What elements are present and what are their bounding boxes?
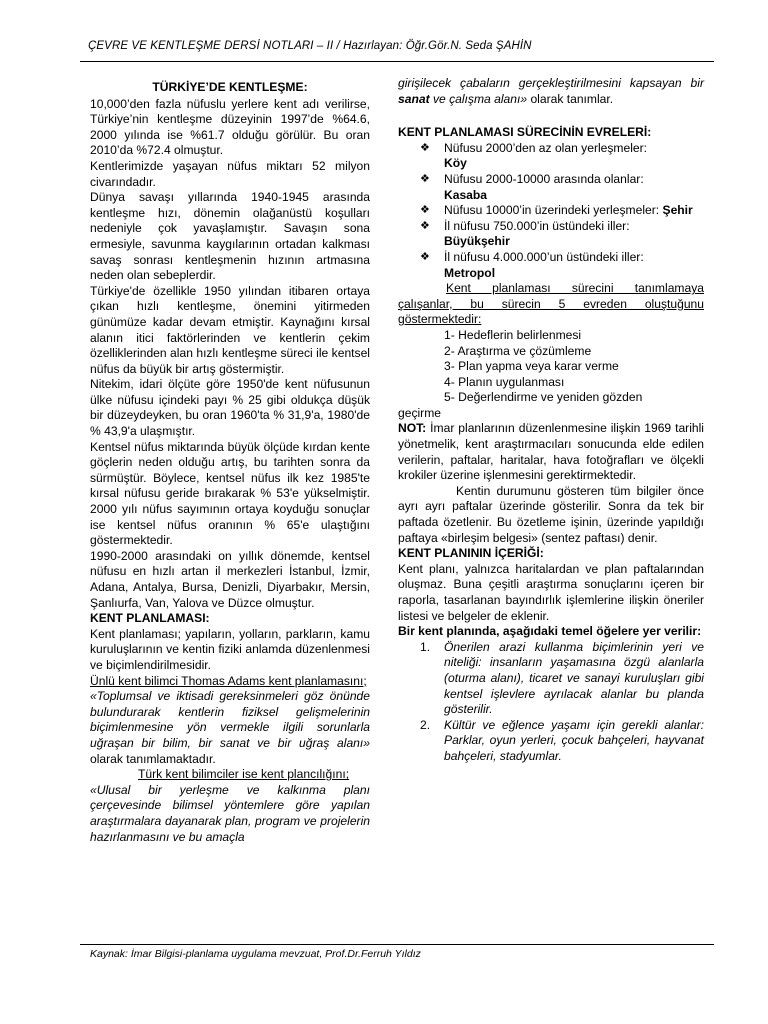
section-heading-evreler: KENT PLANLAMASI SÜRECİNİN EVRELERİ: <box>398 125 652 140</box>
turk-quote-text: ve <box>429 91 450 106</box>
elements-ordered-list <box>420 640 704 765</box>
turk-quote-part1: «Ulusal bir yerleşme ve kalkınma planı çerçevesinde bilimsel yöntemlere göre yapılan araştırmalara dayanarak plan, program ve projelerin hazırlanmasını ve bu amaçla <box>90 782 370 844</box>
list-item: 5- Değerlendirme ve yeniden gözden <box>444 390 643 405</box>
list-item: 3- Plan yapma veya karar verme <box>444 359 619 374</box>
bullet-text: İl nüfusu 4.000.000’un üstündeki iller: <box>444 249 644 264</box>
note-label: NOT: <box>398 421 427 436</box>
adams-quote-paragraph <box>90 689 370 767</box>
settlement-bullet-list <box>398 141 704 281</box>
paragraph: Türkiye'de özellikle 1950 yılından itibaren ortaya çıkan hızlı kentleşme, önemini yitirmeden günümüze kadar devam etmiştir. Kaynağını kırsal alanın itici faktörlerinden ve kentlerin çekim özelliklerinden alan hızlı kentleşme süreci ile kentsel nüfus da büyük bir artış göstermiştir. <box>90 283 370 376</box>
paragraph: Kent planlaması; yapıların, yolların, parkların, kamu kuruluşlarının ve kentin fiziki anlamda düzenlenmesi ve biçimlendirilmesidir. <box>90 626 370 672</box>
turk-quote-text: girişilecek çabaların gerçekleştirilmesini kapsayan bir <box>398 76 704 90</box>
adams-tail: olarak tanımlamaktadır. <box>90 751 216 766</box>
stages-list <box>444 328 704 406</box>
diamond-bullet-icon: ❖ <box>420 250 430 263</box>
paragraph: Nitekim, idari ölçüte göre 1950'de kent nüfusunun ülke nüfusu içindeki payı % 25 gibi oldukça düşük bir düzeydeyken, bu oran 1960'ta % 31,9'a, 1980'de % 43,9'a ulaşmıştır. <box>90 377 370 439</box>
list-item: 2- Araştırma ve çözümleme <box>444 343 592 358</box>
bullet-text: Nüfusu 2000-10000 arasında olanlar: <box>444 171 644 186</box>
turk-quote-tail: olarak tanımlar. <box>527 91 614 106</box>
bullet-term: Köy <box>444 156 467 171</box>
bullet-term: Metropol <box>444 265 496 280</box>
section-title-kentlesme: TÜRKİYE’DE KENTLEŞME: <box>152 80 308 94</box>
stage5-continuation: geçirme <box>398 405 442 420</box>
turk-quote-bold: sanat <box>398 91 430 106</box>
stages-intro: Kent planlaması sürecini tanımlamaya çalışanlar, bu sürecin 5 evreden oluştuğunu göstermektedir: <box>398 281 704 327</box>
list-item: 4- Planın uygulanması <box>444 374 565 389</box>
list-item <box>420 141 704 172</box>
left-column <box>90 80 370 845</box>
adams-quote: «Toplumsal ve iktisadi gereksinmeleri göz önünde bulundurarak kentlerin fiziksel gelişmelerinin biçimlenmesine yön vermekle ilgili sorunlarla uğraşan bir bilim, bir sanat ve bir uğraş alanı» <box>90 689 370 750</box>
footer-rule <box>80 944 714 945</box>
bullet-term: Büyükşehir <box>444 234 510 249</box>
bullet-text: Nüfusu 10000’in üzerindeki yerleşmeler: <box>444 203 660 218</box>
list-text: Önerilen arazi kullanma biçimlerinin yeri ve niteliği: insanların yaşamasına özgü alanlarla (oturma alanı), ticaret ve sanayi kuruluşları gibi kentsel işlevlere ayrılacak alanlar bu planda gösterilir. <box>444 639 704 717</box>
paragraph: Dünya savaşı yıllarında 1940-1945 arasında kentleşme hızı, dönemin olağanüstü koşulları nedeniyle çok yavaşlamıştır. Savaşın sona ermesiyle, savunma kaygılarının ortadan kalkması savaş sonrası kentleşmenin hızının artmasına neden olan sebeplerdir. <box>90 190 370 283</box>
list-item: 1- Hedeflerin belirlenmesi <box>444 327 582 342</box>
list-number: 2. <box>420 717 431 732</box>
page-footer: Kaynak: İmar Bilgisi-planlama uygulama mevzuat, Prof.Dr.Ferruh Yıldız <box>90 948 421 960</box>
paragraph: Kentlerimizde yaşayan nüfus miktarı 52 milyon civarındadır. <box>90 158 370 189</box>
paragraph: Kentsel nüfus miktarında büyük ölçüde kırdan kente göçlerin neden olduğu artış, bu tarihten sonra da sürmüştür. Böylece, kentsel nüfus ilk kez 1985'te kırsal nüfusu geride bırakarak % 53'e yükselmiştir. 2000 yılı nüfus sayımının ortaya koyduğu sonuçlar ise kentsel nüfus oranının % 65'e ulaştığını göstermektedir. <box>90 439 370 548</box>
section-heading-kent-planlamasi: KENT PLANLAMASI: <box>90 611 210 626</box>
paragraph: 10,000’den fazla nüfuslu yerlere kent adı verilirse, Türkiye’nin kentleşme düzeyinin 1997’de %64.6, 2000 yılında ise %61.7 olduğu görülür. Bu oran 2010’da %72.4 olmuştur. <box>90 96 370 158</box>
paragraph: Kentin durumunu gösteren tüm bilgiler önce ayrı ayrı paftalar üzerinde gösterilir. Sonra da tek bir paftada özetlenir. Bu özetleme işinin, üzerinde yapıldığı paftaya «birleşim belgesi» (sentez paftası) denir. <box>398 483 704 545</box>
section-heading-icerik: KENT PLANININ İÇERİĞİ: <box>398 546 544 561</box>
list-item <box>420 250 704 281</box>
header-rule <box>80 61 714 62</box>
turk-intro: Türk kent bilimciler ise kent plancılığını; <box>138 767 350 782</box>
diamond-bullet-icon: ❖ <box>420 141 430 154</box>
list-text: Kültür ve eğlence yaşamı için gerekli alanlar: Parklar, oyun yerleri, çocuk bahçeleri, hayvanat bahçeleri, stadyumlar. <box>444 717 704 763</box>
turk-quote-part2 <box>398 76 704 107</box>
diamond-bullet-icon: ❖ <box>420 219 430 232</box>
note-text: İmar planlarının düzenlenmesine ilişkin 1969 tarihli yönetmelik, kent araştırmacıları sonucunda elde edilen verilerin, paftalar, haritalar, hava fotoğrafları ve ölçekli krokiler üzerine işlenmesini gerektirmektedir. <box>398 421 704 483</box>
bullet-term: Kasaba <box>444 187 488 202</box>
bullet-text: İl nüfusu 750.000’in üstündeki iller: <box>444 218 630 233</box>
page-header: ÇEVRE VE KENTLEŞME DERSİ NOTLARI – II / Hazırlayan: Öğr.Gör.N. Seda ŞAHİN <box>88 40 532 52</box>
list-number: 1. <box>420 639 431 654</box>
list-item <box>420 640 704 718</box>
paragraph: 1990-2000 arasındaki on yıllık dönemde, kentsel nüfusu en hızlı artan il merkezleri İstanbul, İzmir, Adana, Antalya, Bursa, Denizli, Diyarbakır, Mersin, Şanlıurfa, Van, Yalova ve Düzce olmuştur. <box>90 548 370 610</box>
diamond-bullet-icon: ❖ <box>420 172 430 185</box>
adams-intro: Ünlü kent bilimci Thomas Adams kent planlamasını; <box>90 673 367 688</box>
paragraph: Kent planı, yalnızca haritalardan ve plan paftalarından oluşmaz. Buna çeşitli araştırma sonuçlarını içeren bir raporla, tasarlanan bayındırlık işlemlerine ilişkin öneriler listesi ve belgeler de eklenir. <box>398 561 704 623</box>
bold-intro-line: Bir kent planında, aşağıdaki temel öğelere yer verilir: <box>398 624 702 639</box>
list-item <box>420 172 704 203</box>
bullet-term: Şehir <box>662 203 693 218</box>
turk-quote-text: çalışma alanı» <box>449 91 528 106</box>
note-paragraph <box>398 421 704 483</box>
list-item <box>420 219 704 250</box>
bullet-text: Nüfusu 2000’den az olan yerleşmeler: <box>444 140 648 155</box>
right-column <box>398 76 704 765</box>
list-item <box>420 718 704 765</box>
list-item <box>420 203 704 219</box>
diamond-bullet-icon: ❖ <box>420 204 430 217</box>
